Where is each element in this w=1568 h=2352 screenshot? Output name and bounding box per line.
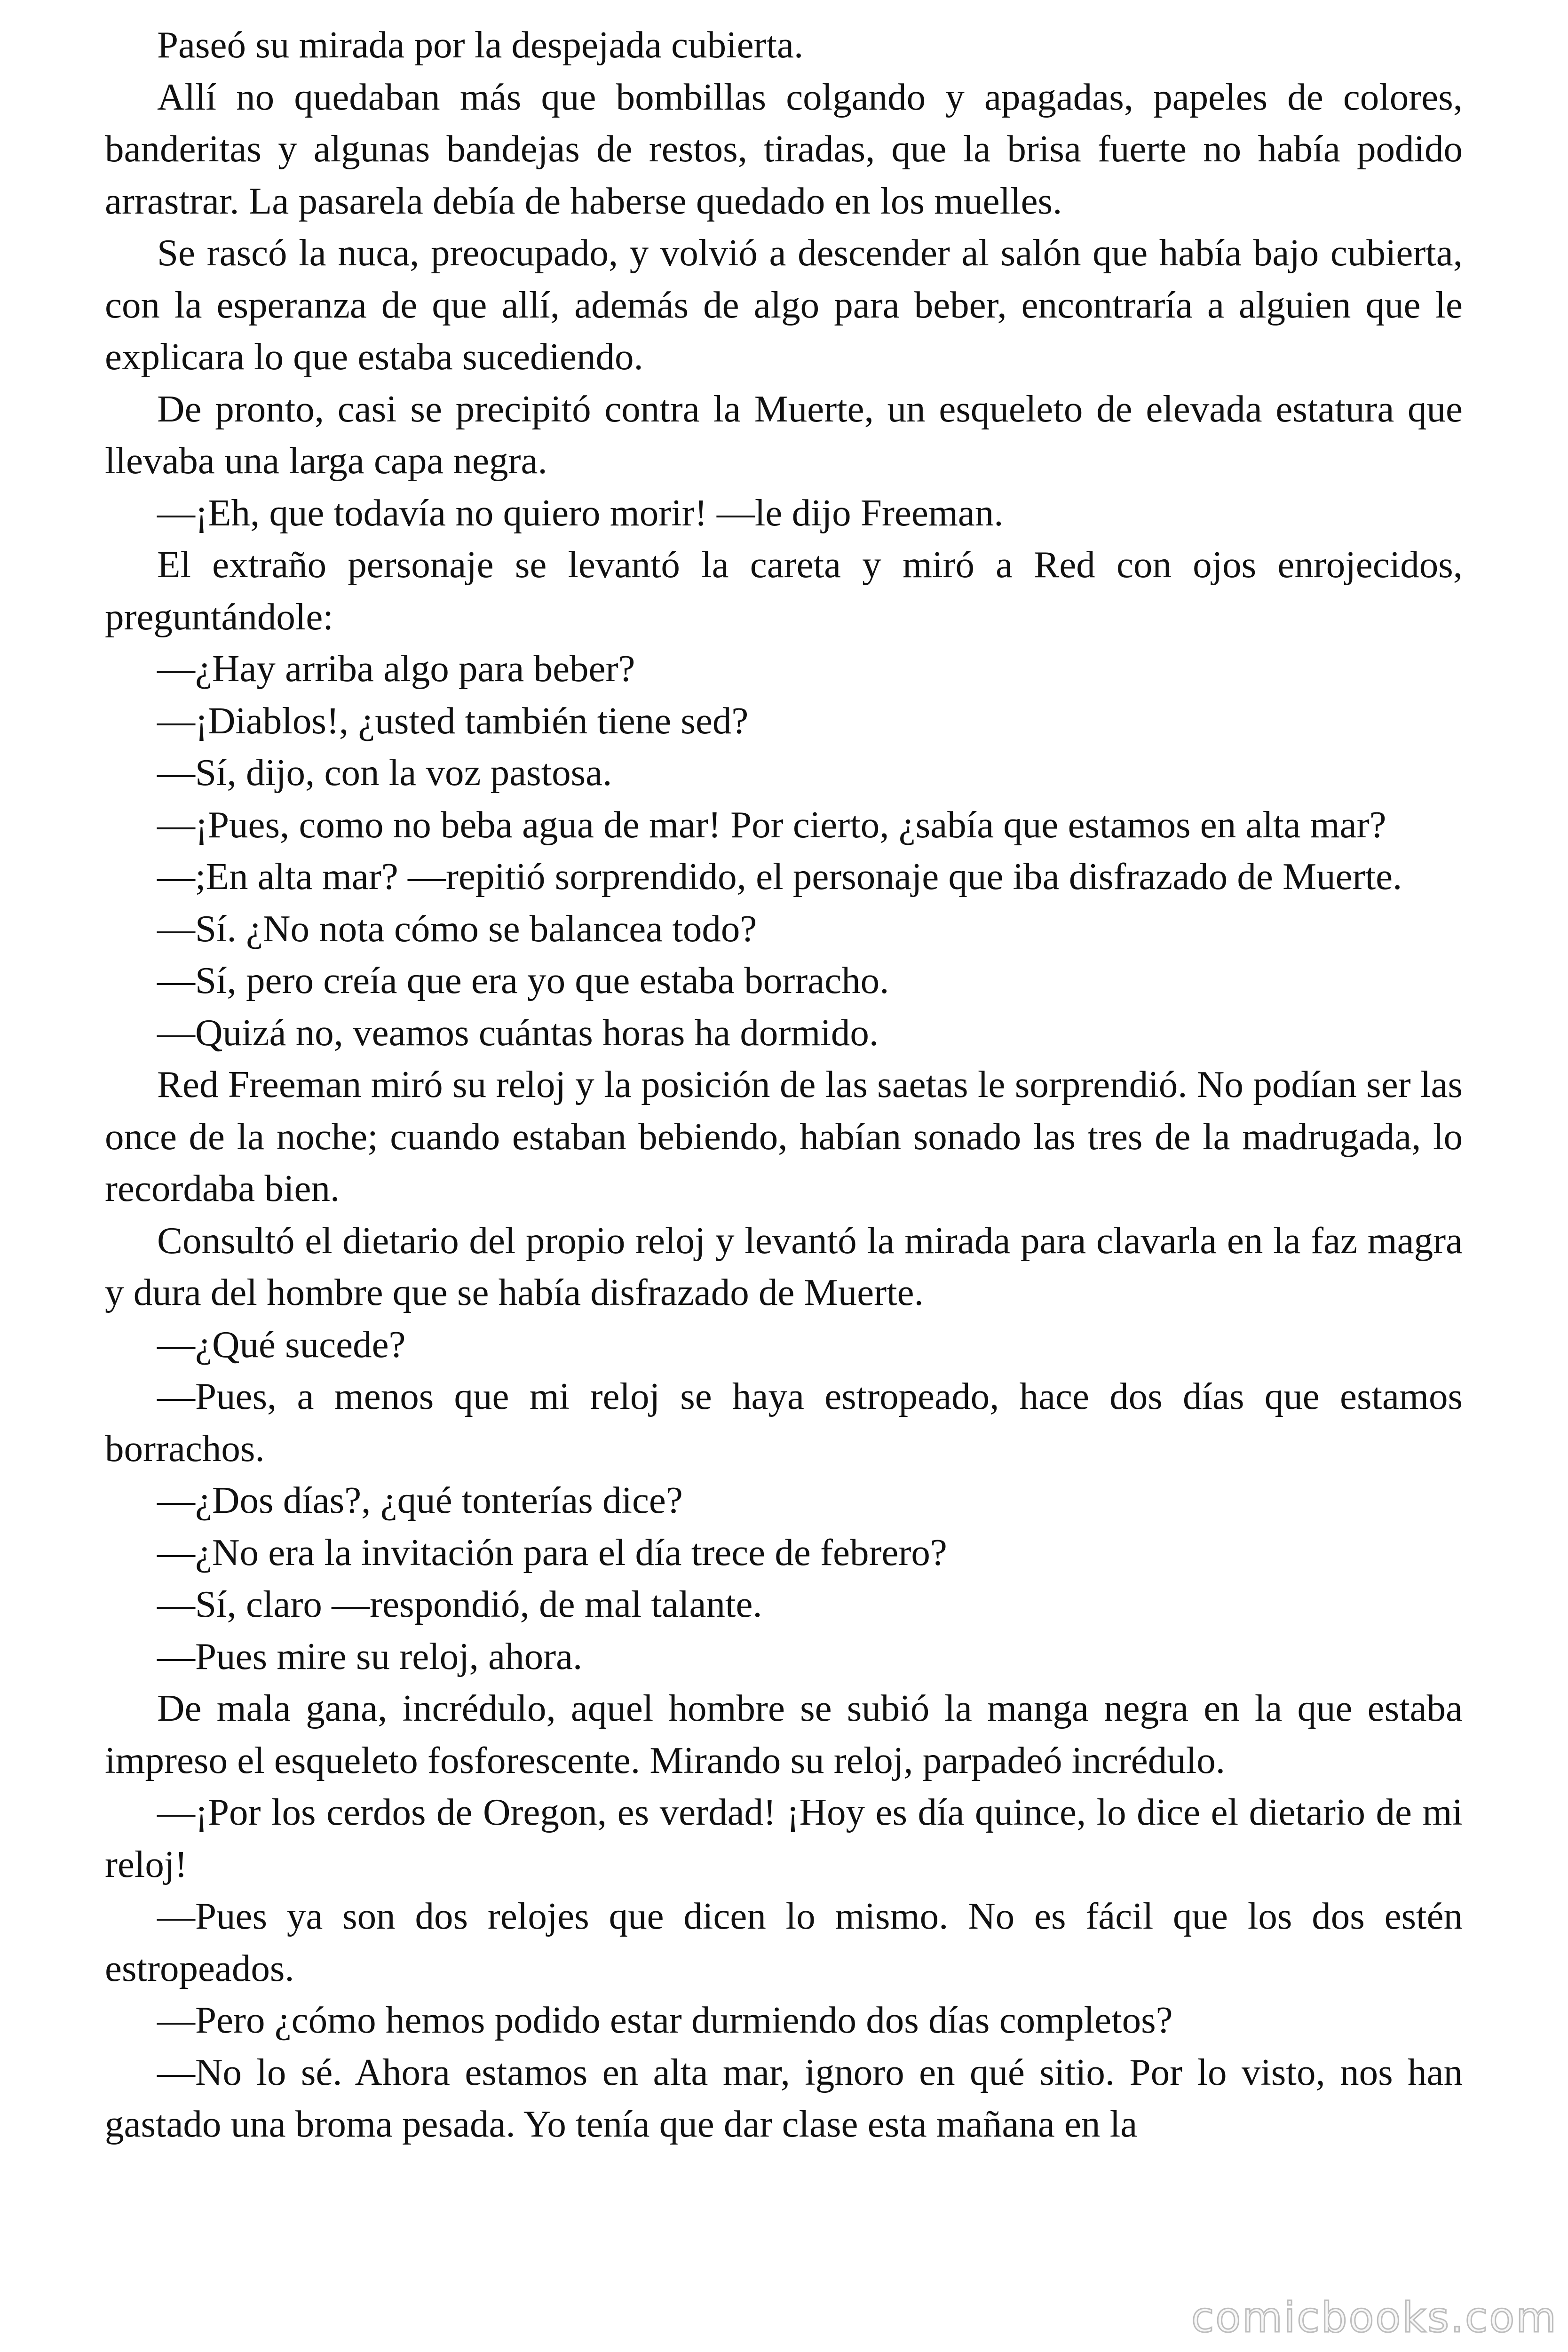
paragraph: —¿Dos días?, ¿qué tonterías dice?	[157, 1479, 683, 1521]
paragraph: —¿Qué sucede?	[157, 1323, 406, 1366]
paragraph: Se rascó la nuca, preocupado, y volvió a descender al salón que había bajo cubierta, con la esperanza de que allí, además de algo para beber, encontraría a alguien que le explicara lo que estaba sucediendo.	[105, 231, 1463, 378]
paragraph: —¡Eh, que todavía no quiero morir! —le dijo Freeman.	[157, 491, 1004, 534]
paragraph: —¡Por los cerdos de Oregon, es verdad! ¡Hoy es día quince, lo dice el dietario de mi reloj!	[105, 1791, 1463, 1885]
paragraph: —¿No era la invitación para el día trece de febrero?	[157, 1531, 947, 1573]
paragraph: —Sí, claro —respondió, de mal talante.	[157, 1583, 762, 1625]
paragraph: —;En alta mar? —repitió sorprendido, el personaje que iba disfrazado de Muerte.	[157, 855, 1402, 898]
paragraph: —Sí. ¿No nota cómo se balancea todo?	[157, 907, 757, 950]
paragraph: —¡Diablos!, ¿usted también tiene sed?	[157, 699, 749, 742]
paragraph: El extraño personaje se levantó la careta y miró a Red con ojos enrojecidos, preguntándole:	[105, 543, 1463, 638]
paragraph: Allí no quedaban más que bombillas colgando y apagadas, papeles de colores, banderitas y algunas bandejas de restos, tiradas, que la brisa fuerte no había podido arrastrar. La pasarela debía de haberse quedado en los muelles.	[105, 75, 1463, 222]
page-text	[105, 19, 1463, 2338]
paragraph: —Quizá no, veamos cuántas horas ha dormido.	[157, 1011, 879, 1054]
paragraph: —No lo sé. Ahora estamos en alta mar, ignoro en qué sitio. Por lo visto, nos han gastado una broma pesada. Yo tenía que dar clase esta mañana en la	[105, 2050, 1463, 2145]
paragraph: —Pues, a menos que mi reloj se haya estropeado, hace dos días que estamos borrachos.	[105, 1375, 1463, 1470]
paragraph: Red Freeman miró su reloj y la posición de las saetas le sorprendió. No podían ser las once de la noche; cuando estaban bebiendo, habían sonado las tres de la madrugada, lo recordaba bien.	[105, 1063, 1463, 1209]
paragraph: —Sí, pero creía que era yo que estaba borracho.	[157, 959, 889, 1001]
paragraph: —Pues ya son dos relojes que dicen lo mismo. No es fácil que los dos estén estropeados.	[105, 1895, 1463, 1989]
paragraph: —Pero ¿cómo hemos podido estar durmiendo dos días completos?	[157, 1999, 1173, 2041]
paragraph: De pronto, casi se precipitó contra la Muerte, un esqueleto de elevada estatura que llevaba una larga capa negra.	[105, 387, 1463, 482]
paragraph: —Pues mire su reloj, ahora.	[157, 1635, 583, 1677]
watermark-logo: comicbooks.com	[1191, 2293, 1558, 2342]
paragraph: Paseó su mirada por la despejada cubierta.	[157, 24, 804, 66]
paragraph: —¿Hay arriba algo para beber?	[157, 647, 635, 690]
paragraph: De mala gana, incrédulo, aquel hombre se subió la manga negra en la que estaba impreso el esqueleto fosforescente. Mirando su reloj, parpadeó incrédulo.	[105, 1687, 1463, 1781]
paragraph: Consultó el dietario del propio reloj y levantó la mirada para clavarla en la faz magra y dura del hombre que se había disfrazado de Muerte.	[105, 1219, 1463, 1313]
paragraph: —Sí, dijo, con la voz pastosa.	[157, 751, 612, 794]
paragraph: —¡Pues, como no beba agua de mar! Por cierto, ¿sabía que estamos en alta mar?	[157, 803, 1386, 846]
